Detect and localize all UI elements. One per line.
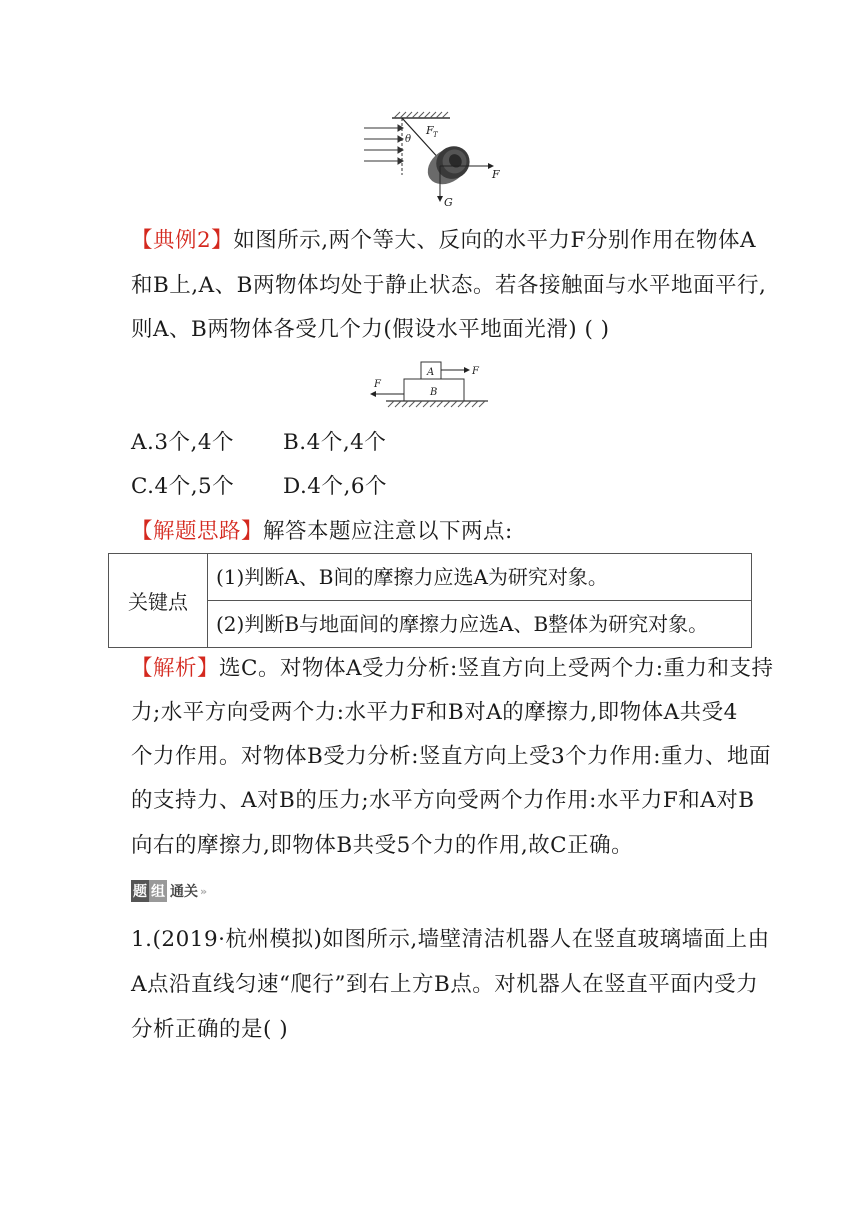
key-points-header: 关键点	[109, 554, 208, 648]
approach-tag: 【解题思路】	[131, 519, 264, 544]
question1-line3: 分析正确的是( )	[131, 1017, 289, 1042]
question1-line1: 1.(2019·杭州模拟)如图所示,墙壁清洁机器人在竖直玻璃墙面上由	[131, 927, 770, 952]
analysis-line5: 向右的摩擦力,即物体B共受5个力的作用,故C正确。	[131, 833, 634, 858]
badge-arrows-icon: »	[200, 884, 208, 898]
badge-char-1: 题	[131, 880, 149, 902]
analysis-line4: 的支持力、A对B的压力;水平方向受两个力作用:水平力F和A对B	[131, 788, 755, 813]
tension-subscript: T	[433, 131, 438, 139]
option-d: D.4个,6个	[283, 474, 387, 499]
example2-line2: 和B上,A、B两物体均处于静止状态。若各接触面与水平地面平行,	[131, 273, 767, 298]
gravity-label: G	[444, 196, 453, 209]
force-right-label: F	[472, 366, 479, 377]
figure-hanging-cylinder	[360, 110, 510, 210]
example2-line3: 则A、B两物体各受几个力(假设水平地面光滑) ( )	[131, 317, 610, 342]
analysis-line1: 【解析】选C。对物体A受力分析:竖直方向上受两个力:重力和支持	[131, 656, 774, 681]
block-b-label: B	[430, 387, 438, 398]
badge-char-2: 组	[149, 880, 167, 902]
section-badge	[131, 880, 207, 902]
tension-label: F	[426, 124, 434, 137]
analysis-line2: 力;水平方向受两个力:水平力F和B对A的摩擦力,即物体A共受4	[131, 700, 738, 725]
key-points-table	[108, 553, 752, 648]
figure-stacked-blocks	[368, 356, 494, 412]
badge-char-3: 通	[170, 884, 184, 900]
example2-tag: 【典例2】	[131, 228, 234, 253]
block-a-label: A	[427, 367, 435, 378]
force-left-label: F	[374, 379, 381, 390]
question1-line2: A点沿直线匀速“爬行”到右上方B点。对机器人在竖直平面内受力	[131, 972, 759, 997]
analysis-line3: 个力作用。对物体B受力分析:竖直方向上受3个力作用:重力、地面	[131, 744, 771, 769]
option-c: C.4个,5个	[131, 474, 235, 499]
approach-line: 【解题思路】解答本题应注意以下两点:	[131, 519, 513, 544]
example2-line1: 【典例2】如图所示,两个等大、反向的水平力F分别作用在物体A	[131, 228, 756, 253]
key-point-2: (2)判断B与地面间的摩擦力应选A、B整体为研究对象。	[216, 612, 709, 636]
badge-char-4: 关	[184, 884, 198, 900]
key-point-1: (1)判断A、B间的摩擦力应选A为研究对象。	[216, 565, 608, 589]
force-f-label: F	[492, 168, 500, 181]
analysis-tag: 【解析】	[131, 656, 220, 681]
theta-label: θ	[405, 134, 412, 145]
option-b: B.4个,4个	[283, 430, 387, 455]
option-a: A.3个,4个	[131, 430, 235, 455]
